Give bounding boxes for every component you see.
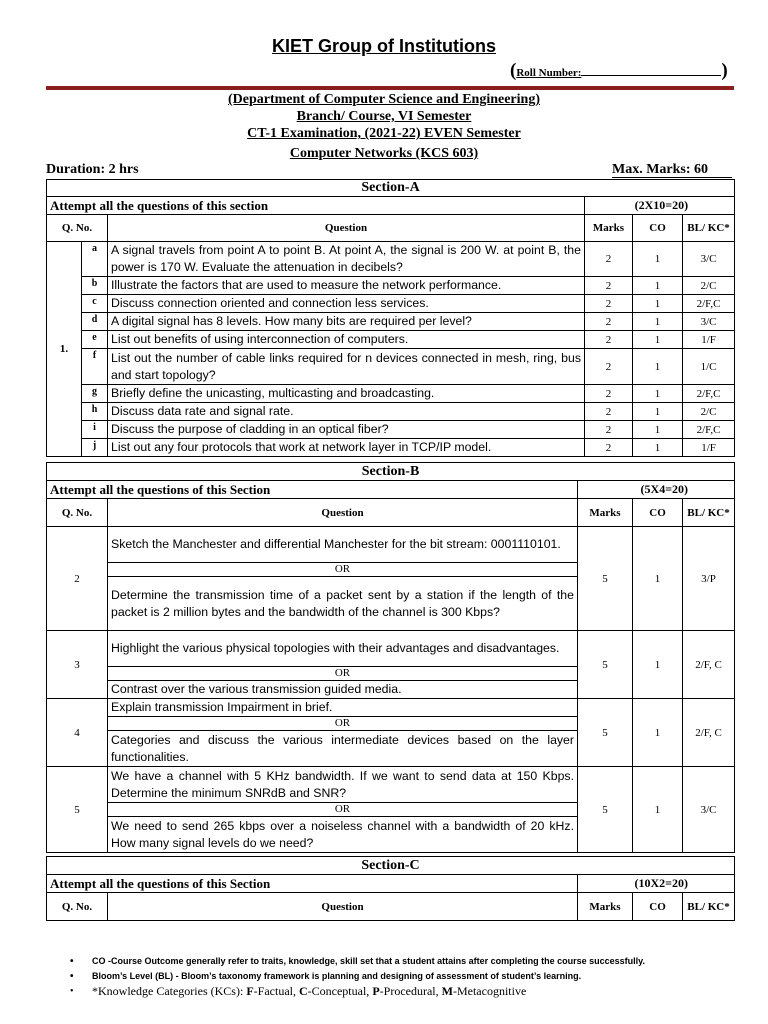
bl-cell: 3/C — [683, 767, 735, 853]
footnote-co: • CO -Course Outcome generally refer to traits, knowledge, skill set that a student attains after completing the course successfully. — [70, 956, 645, 967]
co-cell: 1 — [633, 403, 683, 421]
duration: Duration: 2 hrs — [46, 162, 139, 177]
marks-cell: 5 — [578, 699, 633, 767]
col-bl: BL/ KC* — [683, 893, 735, 921]
bl-cell: 2/C — [683, 403, 735, 421]
question-text-alt: Contrast over the various transmission guided media. — [108, 681, 578, 699]
marks-cell: 2 — [585, 403, 633, 421]
branch-line: Branch/ Course, VI Semester — [296, 109, 472, 124]
marks-cell: 2 — [585, 385, 633, 403]
sub-label: b — [82, 277, 108, 295]
sub-label: j — [82, 439, 108, 457]
question-text: Explain transmission Impairment in brief. — [108, 699, 578, 717]
section-c-title: Section-C — [47, 857, 735, 875]
co-cell: 1 — [633, 295, 683, 313]
roll-number-line — [581, 65, 721, 76]
marks-cell: 2 — [585, 313, 633, 331]
sub-label: i — [82, 421, 108, 439]
roll-number-label: Roll Number: — [516, 67, 582, 79]
question-text-alt: Determine the transmission time of a packet sent by a station if the length of the packet is 2 million bytes and the bandwidth of the channel is 300 Kbps? — [108, 577, 578, 631]
co-cell: 1 — [633, 421, 683, 439]
marks-cell: 5 — [578, 767, 633, 853]
marks-cell: 2 — [585, 242, 633, 277]
col-qno: Q. No. — [47, 893, 108, 921]
marks-cell: 5 — [578, 527, 633, 631]
col-marks: Marks — [578, 893, 633, 921]
co-cell: 1 — [633, 631, 683, 699]
question-text: List out benefits of using interconnection of computers. — [108, 331, 585, 349]
exam-line: CT-1 Examination, (2021-22) EVEN Semester — [247, 126, 521, 141]
bl-cell: 1/C — [683, 349, 735, 385]
bullet-icon: • — [70, 971, 74, 982]
question-text: List out the number of cable links required for n devices connected in mesh, ring, bus and start topology? — [108, 349, 585, 385]
marks-cell: 2 — [585, 331, 633, 349]
subject-line: Computer Networks (KCS 603) — [289, 146, 479, 161]
bl-cell: 3/C — [683, 313, 735, 331]
bl-cell: 3/P — [683, 527, 735, 631]
col-qno: Q. No. — [47, 499, 108, 527]
sub-label: g — [82, 385, 108, 403]
or-separator: OR — [108, 563, 578, 577]
question-text: A digital signal has 8 levels. How many bits are required per level? — [108, 313, 585, 331]
question-text: List out any four protocols that work at network layer in TCP/IP model. — [108, 439, 585, 457]
question-number: 4 — [47, 699, 108, 767]
question-text: We have a channel with 5 KHz bandwidth. If we want to send data at 150 Kbps. Determine the minimum SNRdB and SNR? — [108, 767, 578, 803]
col-bl: BL/ KC* — [683, 215, 735, 242]
question-number: 1. — [47, 242, 82, 457]
co-cell: 1 — [633, 277, 683, 295]
question-text: Discuss connection oriented and connection less services. — [108, 295, 585, 313]
section-b-title: Section-B — [47, 463, 735, 481]
section-b-table — [46, 462, 735, 853]
institution-title: KIET Group of Institutions — [272, 36, 496, 56]
roll-number: (Roll Number: ) — [510, 60, 728, 81]
col-question: Question — [108, 215, 585, 242]
section-c-table — [46, 856, 735, 921]
co-cell: 1 — [633, 699, 683, 767]
marks-cell: 2 — [585, 439, 633, 457]
max-marks: Max. Marks: 60 — [612, 162, 709, 177]
section-c-instruction: Attempt all the questions of this Section — [47, 875, 578, 893]
footnotes — [70, 954, 750, 999]
header-rule — [46, 86, 734, 90]
bl-cell: 2/F,C — [683, 295, 735, 313]
section-a-marks: (2X10=20) — [585, 197, 735, 215]
co-cell: 1 — [633, 349, 683, 385]
footnote-kc: • *Knowledge Categories (KCs): F-Factual, C-Conceptual, P-Procedural, M-Metacognitive — [70, 984, 527, 998]
question-text-alt: Categories and discuss the various intermediate devices based on the layer functionalities. — [108, 731, 578, 767]
section-a-table — [46, 179, 735, 457]
col-co: CO — [633, 215, 683, 242]
footnote-bl: • Bloom’s Level (BL) - Bloom’s taxonomy framework is planning and designing of assessment of student’s learning. — [70, 971, 582, 982]
section-b-marks: (5X4=20) — [578, 481, 735, 499]
question-number: 5 — [47, 767, 108, 853]
col-question: Question — [108, 499, 578, 527]
sub-label: c — [82, 295, 108, 313]
sub-label: h — [82, 403, 108, 421]
question-text: Sketch the Manchester and differential Manchester for the bit stream: 0001110101. — [108, 527, 578, 563]
question-text: Highlight the various physical topologies with their advantages and disadvantages. — [108, 631, 578, 667]
co-cell: 1 — [633, 527, 683, 631]
col-question: Question — [108, 893, 578, 921]
marks-cell: 2 — [585, 349, 633, 385]
bl-cell: 1/F — [683, 331, 735, 349]
question-text: Illustrate the factors that are used to measure the network performance. — [108, 277, 585, 295]
co-cell: 1 — [633, 331, 683, 349]
section-a-instruction: Attempt all the questions of this section — [47, 197, 585, 215]
bl-cell: 2/C — [683, 277, 735, 295]
co-cell: 1 — [633, 242, 683, 277]
col-marks: Marks — [578, 499, 633, 527]
col-marks: Marks — [585, 215, 633, 242]
question-text: Briefly define the unicasting, multicasting and broadcasting. — [108, 385, 585, 403]
question-text: A signal travels from point A to point B. At point A, the signal is 200 W. at point B, the power is 170 W. Evaluate the attenuation in decibels? — [108, 242, 585, 277]
bl-cell: 2/F,C — [683, 385, 735, 403]
co-cell: 1 — [633, 767, 683, 853]
col-co: CO — [633, 499, 683, 527]
bl-cell: 3/C — [683, 242, 735, 277]
question-text: Discuss data rate and signal rate. — [108, 403, 585, 421]
marks-cell: 2 — [585, 421, 633, 439]
department-line: (Department of Computer Science and Engineering) — [228, 92, 540, 107]
col-co: CO — [633, 893, 683, 921]
or-separator: OR — [108, 667, 578, 681]
bullet-icon: • — [70, 986, 74, 997]
section-a-title: Section-A — [47, 180, 735, 197]
sub-label: d — [82, 313, 108, 331]
co-cell: 1 — [633, 385, 683, 403]
sub-label: f — [82, 349, 108, 385]
question-text: Discuss the purpose of cladding in an optical fiber? — [108, 421, 585, 439]
co-cell: 1 — [633, 439, 683, 457]
sub-label: e — [82, 331, 108, 349]
co-cell: 1 — [633, 313, 683, 331]
bullet-icon: • — [70, 956, 74, 967]
marks-cell: 2 — [585, 295, 633, 313]
question-number: 3 — [47, 631, 108, 699]
sub-label: a — [82, 242, 108, 277]
or-separator: OR — [108, 717, 578, 731]
bl-cell: 2/F,C — [683, 421, 735, 439]
question-text-alt: We need to send 265 kbps over a noiseless channel with a bandwidth of 20 kHz. How many signal levels do we need? — [108, 817, 578, 853]
marks-cell: 2 — [585, 277, 633, 295]
or-separator: OR — [108, 803, 578, 817]
bl-cell: 2/F, C — [683, 631, 735, 699]
question-number: 2 — [47, 527, 108, 631]
bl-cell: 1/F — [683, 439, 735, 457]
section-b-instruction: Attempt all the questions of this Section — [47, 481, 578, 499]
marks-cell: 5 — [578, 631, 633, 699]
col-bl: BL/ KC* — [683, 499, 735, 527]
section-c-marks: (10X2=20) — [578, 875, 735, 893]
col-qno: Q. No. — [47, 215, 108, 242]
header-underline — [612, 177, 732, 178]
bl-cell: 2/F, C — [683, 699, 735, 767]
